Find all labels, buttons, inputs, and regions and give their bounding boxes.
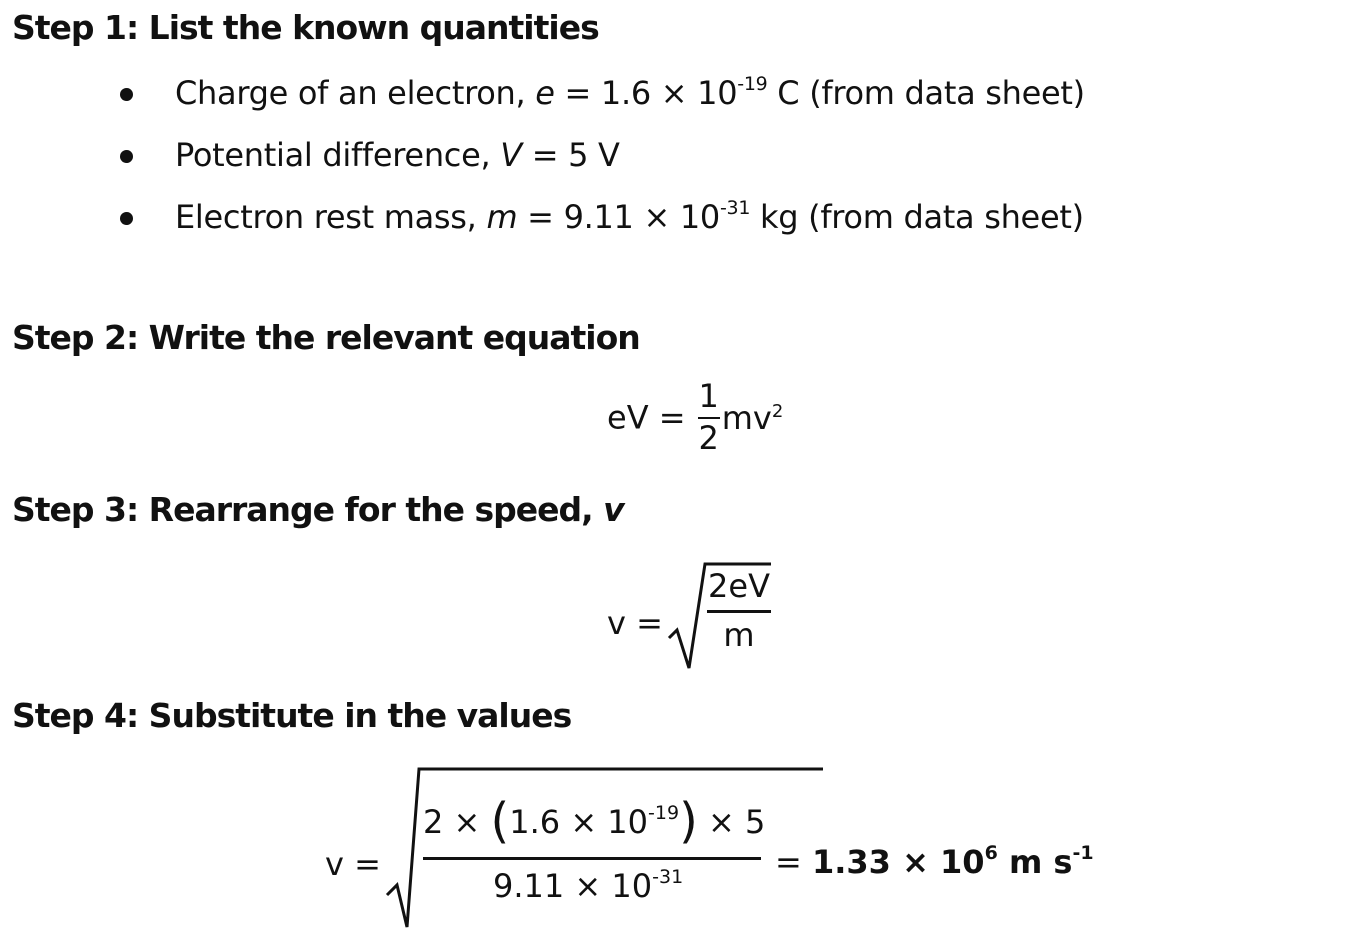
fraction-bar (423, 857, 761, 860)
bullet-icon (120, 150, 133, 163)
numerator: $2 \times (1.6 \times 10^{-19}) \times 5$ (423, 793, 766, 849)
substituted-equation: v = $2 \times (1.6 \times 10^{-19}) \times 5$ $9.11 \times 10^{-31}$ = $1.33 \times 10^6$ m $s^{-1}$ (325, 765, 1085, 935)
denominator: $9.11 \times 10^{-31}$ (493, 866, 684, 905)
bullet-icon (120, 88, 133, 101)
list-item: Potential difference, V = 5 V (0, 128, 1085, 190)
speed-equation: v = 2eV m (607, 560, 777, 670)
half-fraction: $\frac{1}{2}$ (698, 377, 719, 457)
list-item: Charge of an electron, $e = 1.6 \times 10^{-19}$ C (from data sheet) (0, 66, 1085, 128)
bullet-icon (120, 212, 133, 225)
energy-equation: eV = $\frac{1}{2}$ $mv^2$ (607, 377, 784, 457)
speed-fraction: 2eV m (708, 567, 770, 654)
final-answer: = $1.33 \times 10^6$ m $s^{-1}$ (775, 842, 1094, 881)
step-2-heading: Step 2: Write the relevant equation (12, 318, 640, 357)
list-item: Electron rest mass, $m = 9.11 \times 10^{-31}$ kg (from data sheet) (0, 190, 1085, 252)
square-root-icon (385, 765, 827, 933)
known-quantities-list (0, 66, 1085, 252)
step-1-heading: Step 1: List the known quantities (12, 8, 599, 47)
step-4-heading: Step 4: Substitute in the values (12, 696, 572, 735)
step-3-heading: Step 3: Rearrange for the speed, v (12, 490, 624, 529)
